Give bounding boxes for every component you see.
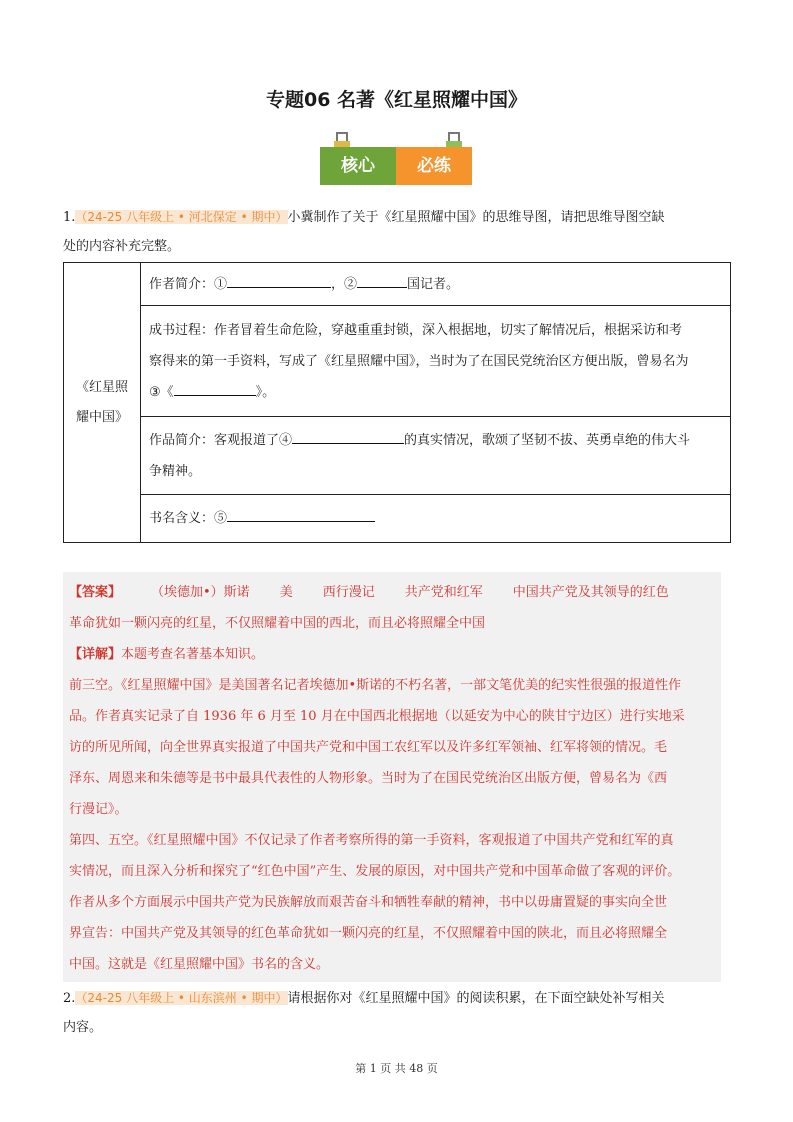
question-text: 小冀制作了关于《红星照耀中国》的思维导图，请把思维导图空缺: [287, 210, 665, 225]
title-meaning-row: 书名含义：⑤: [141, 495, 731, 543]
question-text: 请根据你对《红星照耀中国》的阅读积累，在下面空缺处补写相关: [287, 991, 665, 1006]
question-1: [63, 202, 733, 233]
question-2-cont: 内容。: [63, 1020, 103, 1035]
blank-2[interactable]: [357, 271, 407, 288]
badge-practice: 必练: [396, 147, 472, 185]
blank-5[interactable]: [227, 505, 375, 522]
question-number: 1.: [63, 210, 76, 225]
work-intro-row: 作品简介：客观报道了④ 的真实情况，歌颂了坚韧不拔、英勇卓绝的伟大斗 争精神。: [141, 417, 731, 495]
blank-3[interactable]: [174, 379, 256, 396]
answer-block: 【答案】 （埃德加•）斯诺 美 西行漫记 共产党和红军 中国共产党及其领导的红色 革命犹如一颗闪亮的红星，不仅照耀着中国的西北，而且必将照耀全中国 【详解】本题考查名著基本知识。 前三空。《红星照耀中国》是美国著名记者埃德加•斯诺的不朽名著，一部文笔优美的纪实性很强的报道性作 品。作者真实记录了自 1936 年 6 月至 10 月在中国西北根据地（以延安为中心的陕甘宁边区）进行实地采 访的所见所闻，向全世界真实报道了中国共产党和中国工农红军以及许多红军领袖、红军将领的情况。毛 泽东、周恩来和朱德等是书中最具代表性的人物形象。当时为了在国民党统治区出版方便，曾易名为《西 行漫记》。 第四、五空。《红星照耀中国》不仅记录了作者考察所得的第一手资料，客观报道了中国共产党和红军的真 实情况，而且深入分析和探究了“红色中国”产生、发展的原因，对中国共产党和中国革命做了客观的评价。 作者从多个方面展示中国共产党为民族解放而艰苦奋斗和牺牲奉献的精神，书中以毋庸置疑的事实向全世 界宣告：中国共产党及其领导的红色革命犹如一颗闪亮的红星，不仅照耀着中国的陕北，而且必将照耀全 中国。这就是《红星照耀中国》书名的含义。: [63, 572, 721, 982]
book-title-cell: 《红星照 耀中国》: [64, 263, 141, 543]
blank-4[interactable]: [292, 427, 404, 444]
core-practice-badge: [320, 131, 472, 186]
page-footer: 第 1 页 共 48 页: [355, 1062, 438, 1075]
author-row: 作者简介：① ，② 国记者。: [141, 263, 731, 306]
page-title: 专题06 名著《红星照耀中国》: [265, 89, 528, 111]
question-number: 2.: [63, 991, 76, 1006]
mind-map-table: [63, 262, 731, 543]
blank-1[interactable]: [227, 271, 331, 288]
answer-line: 【答案】 （埃德加•）斯诺 美 西行漫记 共产党和红军 中国共产党及其领导的红色: [69, 585, 669, 600]
question-2: [63, 983, 733, 1014]
source-tag: （24-25 八年级上 • 山东滨州 • 期中）: [75, 991, 288, 1005]
source-tag: （24-25 八年级上 • 河北保定 • 期中）: [75, 210, 288, 224]
badge-core: 核心: [320, 147, 396, 185]
question-1-cont: 处的内容补充完整。: [63, 239, 181, 254]
writing-process-row: 成书过程：作者冒着生命危险，穿越重重封锁，深入根据地，切实了解情况后，根据采访和考 察得来的第一手资料，写成了《红星照耀中国》，当时为了在国民党统治区方便出版，曾易名为 ③《 》。: [141, 306, 731, 417]
detail-line: 【详解】本题考查名著基本知识。: [69, 647, 265, 662]
